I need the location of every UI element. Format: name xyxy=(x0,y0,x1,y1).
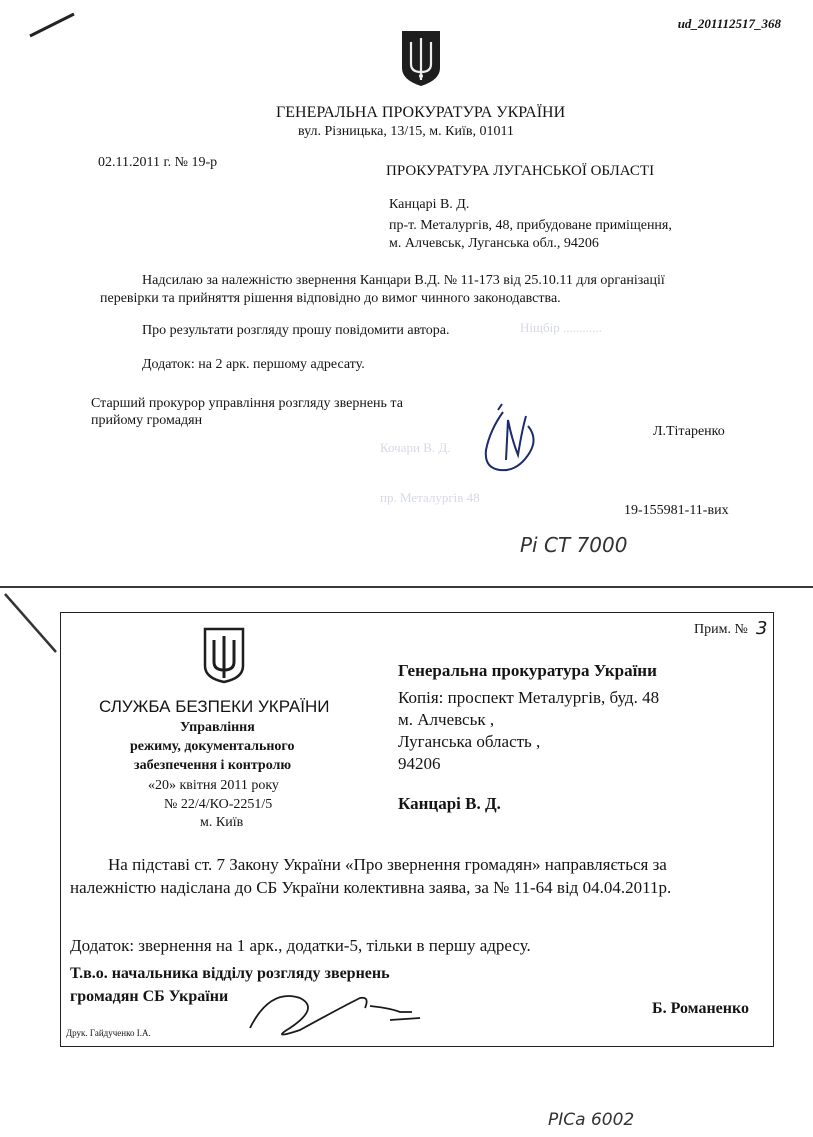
sbu-org-title: СЛУЖБА БЕЗПЕКИ УКРАЇНИ xyxy=(99,697,330,716)
recipient-2: Канцарі В. Д. xyxy=(389,197,470,212)
handwritten-note: Рі СТ 7000 xyxy=(520,533,628,557)
sbu-attachment: Додаток: звернення на 1 арк., додатки-5, тільки в першу адресу. xyxy=(70,936,531,955)
letter-date: «20» квітня 2011 року xyxy=(148,778,279,793)
body-paragraph-2: Про результати розгляду прошу повідомити автора. xyxy=(142,323,450,338)
sbu-signer-name: Б. Романенко xyxy=(652,1000,749,1017)
signer-title-1: Старший прокурор управління розгляду звернень та xyxy=(91,396,403,411)
signer-name: Л.Тітаренко xyxy=(653,424,725,439)
recipient-1: ПРОКУРАТУРА ЛУГАНСЬКОЇ ОБЛАСТІ xyxy=(386,163,655,179)
recipient-2-address-1: пр-т. Металургів, 48, прибудоване приміщення, xyxy=(389,218,672,233)
appendix-number: 3 xyxy=(756,618,768,639)
outgoing-number: 19-155981-11-вих xyxy=(624,503,729,518)
letter-number: № 22/4/КО-2251/5 xyxy=(164,797,273,812)
org-title: ГЕНЕРАЛЬНА ПРОКУРАТУРА УКРАЇНИ xyxy=(276,104,566,121)
scan-mark xyxy=(28,8,78,38)
copy-line-2: м. Алчевськ , xyxy=(398,710,495,729)
letter-city: м. Київ xyxy=(200,815,244,830)
signature-1 xyxy=(478,400,548,480)
dept-line-2: режиму, документального xyxy=(130,739,295,754)
dept-line-1: Управління xyxy=(180,720,255,735)
coat-of-arms-icon xyxy=(399,28,443,88)
sbu-body-1a: На підставі ст. 7 Закону України «Про звернення громадян» направляється за xyxy=(108,855,667,874)
bottom-handwritten-note: РІСа 6002 xyxy=(548,1110,635,1130)
page-separator xyxy=(0,586,813,588)
document-id: ud_201112517_368 xyxy=(677,16,781,31)
body-paragraph-1a: Надсилаю за належністю звернення Канцари В.Д. № 11-173 від 25.10.11 для організації xyxy=(142,273,665,288)
recipient-2-address-2: м. Алчевськ, Луганська обл., 94206 xyxy=(389,236,599,251)
sbu-signer-title-2: громадян СБ України xyxy=(70,988,229,1005)
typist: Друк. Гайдученко І.А. xyxy=(66,1028,151,1038)
copy-name: Канцарі В. Д. xyxy=(398,794,501,813)
copy-line-3: Луганська область , xyxy=(398,732,541,751)
copy-line-1: Копія: проспект Металургів, буд. 48 xyxy=(398,688,660,707)
body-paragraph-1b: перевірки та прийняття рішення відповідно до вимог чинного законодавства. xyxy=(100,291,561,306)
signer-title-2: прийому громадян xyxy=(91,413,203,428)
signature-2 xyxy=(240,968,440,1048)
body-paragraph-3: Додаток: на 2 арк. першому адресату. xyxy=(142,357,365,372)
sbu-signer-title-1: Т.в.о. начальника відділу розгляду звернень xyxy=(70,965,390,982)
org-address: вул. Різницька, 13/15, м. Київ, 01011 xyxy=(298,124,514,139)
copy-line-4: 94206 xyxy=(398,754,441,773)
dept-line-3: забезпечення і контролю xyxy=(134,758,292,773)
sbu-coat-of-arms-icon xyxy=(202,626,246,684)
addressee: Генеральна прокуратура України xyxy=(398,661,657,680)
appendix-mark: Прим. № xyxy=(694,622,748,637)
date-number: 02.11.2011 г. № 19-р xyxy=(98,155,218,170)
sbu-body-1b: належністю надіслана до СБ України колективна заява, за № 11-64 від 04.04.2011р. xyxy=(70,878,672,897)
